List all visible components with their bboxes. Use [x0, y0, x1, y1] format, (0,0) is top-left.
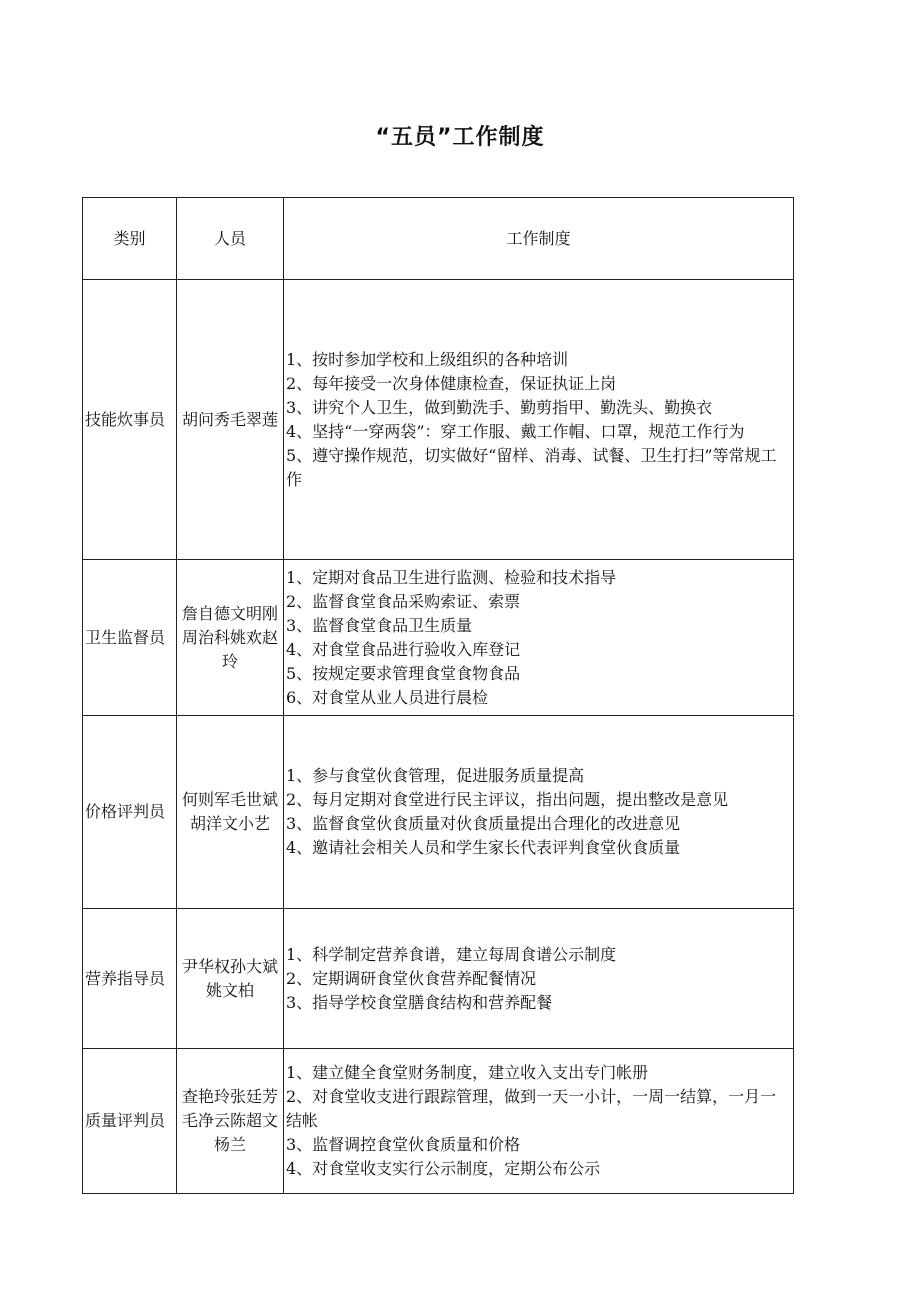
header-people: 人员 [177, 198, 284, 280]
work-rules-table [82, 197, 794, 1194]
row-category: 质量评判员 [83, 1049, 177, 1194]
duty-item: 2、定期调研食堂伙食营养配餐情况 [286, 968, 537, 988]
duty-item: 4、坚持“一穿两袋”：穿工作服、戴工作帽、口罩，规范工作行为 [286, 421, 745, 441]
duty-item: 3、监督食堂食品卫生质量 [286, 615, 473, 635]
duty-item: 4、邀请社会相关人员和学生家长代表评判食堂伙食质量 [286, 838, 681, 857]
table-header-row [83, 198, 794, 280]
duty-item: 2、每年接受一次身体健康检查，保证执证上岗 [286, 373, 617, 393]
row-category: 技能炊事员 [83, 280, 177, 560]
duty-item: 1、科学制定营养食谱，建立每周食谱公示制度 [286, 944, 617, 964]
duty-item: 3、指导学校食堂膳食结构和营养配餐 [286, 992, 553, 1012]
row-people: 胡问秀毛翠莲 [177, 280, 284, 560]
row-category: 价格评判员 [83, 716, 177, 909]
table-row [83, 280, 794, 560]
duty-item: 1、按时参加学校和上级组织的各种培训 [286, 349, 569, 369]
row-people: 查艳玲张廷芳毛净云陈超文杨兰 [177, 1049, 284, 1194]
row-people: 尹华权孙大斌姚文柏 [177, 909, 284, 1049]
duty-item: 2、监督食堂食品采购索证、索票 [286, 591, 521, 611]
table-row [83, 716, 794, 909]
duty-item: 3、监督调控食堂伙食质量和价格 [286, 1135, 521, 1154]
row-category: 卫生监督员 [83, 560, 177, 716]
row-duties [284, 280, 794, 560]
duty-item: 2、每月定期对食堂进行民主评议，指出问题，提出整改是意见 [286, 790, 729, 809]
duty-item: 1、定期对食品卫生进行监测、检验和技术指导 [286, 567, 617, 587]
row-duties [284, 909, 794, 1049]
duty-item: 3、讲究个人卫生，做到勤洗手、勤剪指甲、勤洗头、勤换衣 [286, 397, 713, 417]
row-people: 何则军毛世斌胡洋文小艺 [177, 716, 284, 909]
duty-item: 4、对食堂收支实行公示制度，定期公布公示 [286, 1159, 601, 1178]
header-category: 类别 [83, 198, 177, 280]
table-row [83, 1049, 794, 1194]
row-people: 詹自德文明刚周治科姚欢赵玲 [177, 560, 284, 716]
row-duties [284, 1049, 794, 1194]
row-duties [284, 560, 794, 716]
header-rules: 工作制度 [284, 198, 794, 280]
duty-item: 5、按规定要求管理食堂食物食品 [286, 663, 521, 683]
table-row [83, 909, 794, 1049]
duty-item: 4、对食堂食品进行验收入库登记 [286, 639, 521, 659]
duty-item: 2、对食堂收支进行跟踪管理，做到一天一小计，一周一结算，一月一结帐 [286, 1087, 777, 1130]
duty-item: 5、遵守操作规范，切实做好“留样、消毒、试餐、卫生打扫”等常规工作 [286, 445, 777, 489]
duty-item: 1、建立健全食堂财务制度，建立收入支出专门帐册 [286, 1063, 649, 1082]
duty-item: 6、对食堂从业人员进行晨检 [286, 687, 489, 707]
page-title: “五员”工作制度 [375, 125, 545, 150]
table-row [83, 560, 794, 716]
row-duties [284, 716, 794, 909]
duty-item: 3、监督食堂伙食质量对伙食质量提出合理化的改进意见 [286, 814, 681, 833]
row-category: 营养指导员 [83, 909, 177, 1049]
duty-item: 1、参与食堂伙食管理，促进服务质量提高 [286, 766, 585, 785]
